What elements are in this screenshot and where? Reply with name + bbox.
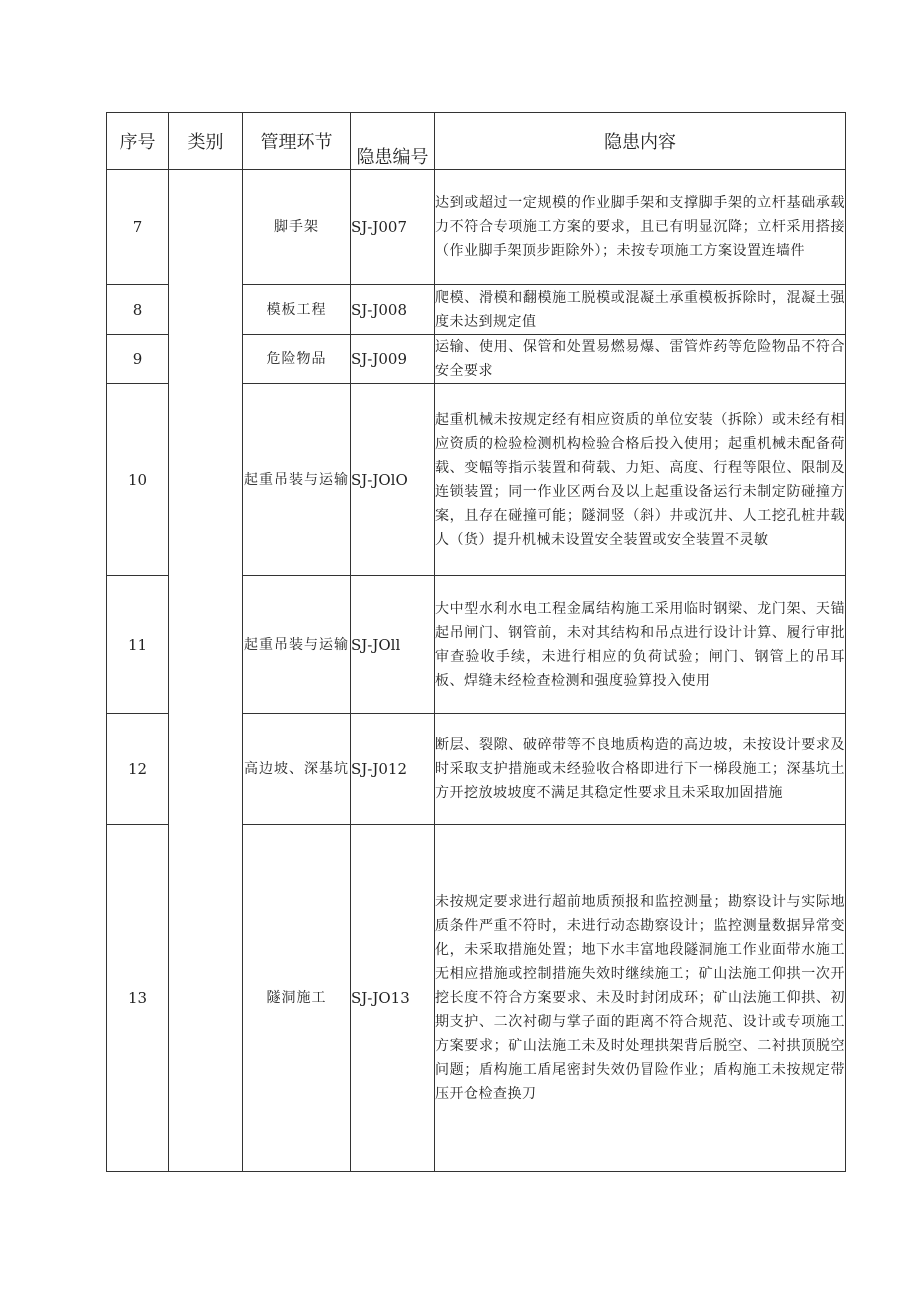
row-seq: 11 bbox=[107, 576, 169, 714]
header-category: 类别 bbox=[169, 113, 243, 170]
row-seq: 7 bbox=[107, 170, 169, 285]
row-code: SJ-J007 bbox=[351, 170, 435, 285]
row-link: 脚手架 bbox=[243, 170, 351, 285]
row-link: 高边坡、深基坑 bbox=[243, 714, 351, 825]
header-content: 隐患内容 bbox=[435, 113, 846, 170]
row-content: 大中型水利水电工程金属结构施工采用临时钢梁、龙门架、天锚起吊闸门、钢管前，未对其结构和吊点进行设计计算、履行审批审查验收手续，未进行相应的负荷试验；闸门、钢管上的吊耳板、焊缝未经检查检测和强度验算投入使用 bbox=[435, 576, 846, 714]
category-cell bbox=[169, 170, 243, 1172]
row-content: 起重机械未按规定经有相应资质的单位安装（拆除）或未经有相应资质的检验检测机构检验合格后投入使用；起重机械未配备荷载、变幅等指示装置和荷载、力矩、高度、行程等限位、限制及连锁装置；同一作业区两台及以上起重设备运行未制定防碰撞方案，且存在碰撞可能；隧洞竖（斜）井或沉井、人工挖孔桩井载人（货）提升机械未设置安全装置或安全装置不灵敏 bbox=[435, 384, 846, 576]
header-code: 隐患编号 bbox=[351, 113, 435, 170]
header-row bbox=[107, 113, 846, 170]
row-link: 起重吊装与运输 bbox=[243, 384, 351, 576]
hazard-table bbox=[106, 112, 846, 1172]
row-link: 起重吊装与运输 bbox=[243, 576, 351, 714]
row-content: 爬模、滑模和翻模施工脱模或混凝土承重模板拆除时，混凝土强度未达到规定值 bbox=[435, 285, 846, 335]
row-content: 断层、裂隙、破碎带等不良地质构造的高边坡，未按设计要求及时采取支护措施或未经验收合格即进行下一梯段施工；深基坑土方开挖放坡坡度不满足其稳定性要求且未采取加固措施 bbox=[435, 714, 846, 825]
row-content: 运输、使用、保管和处置易燃易爆、雷管炸药等危险物品不符合安全要求 bbox=[435, 335, 846, 384]
row-code: SJ-JOll bbox=[351, 576, 435, 714]
row-seq: 8 bbox=[107, 285, 169, 335]
header-link: 管理环节 bbox=[243, 113, 351, 170]
row-link: 隧洞施工 bbox=[243, 825, 351, 1172]
row-code: SJ-J012 bbox=[351, 714, 435, 825]
row-seq: 10 bbox=[107, 384, 169, 576]
row-code: SJ-JO13 bbox=[351, 825, 435, 1172]
row-content: 达到或超过一定规模的作业脚手架和支撑脚手架的立杆基础承载力不符合专项施工方案的要求，且已有明显沉降；立杆采用搭接（作业脚手架顶步距除外）；未按专项施工方案设置连墙件 bbox=[435, 170, 846, 285]
row-link: 危险物品 bbox=[243, 335, 351, 384]
row-code: SJ-J008 bbox=[351, 285, 435, 335]
row-code: SJ-JOlO bbox=[351, 384, 435, 576]
row-seq: 12 bbox=[107, 714, 169, 825]
row-seq: 9 bbox=[107, 335, 169, 384]
table-row bbox=[107, 170, 846, 285]
row-content: 未按规定要求进行超前地质预报和监控测量；勘察设计与实际地质条件严重不符时，未进行动态勘察设计；监控测量数据异常变化，未采取措施处置；地下水丰富地段隧洞施工作业面带水施工无相应措施或控制措施失效时继续施工；矿山法施工仰拱一次开挖长度不符合方案要求、未及时封闭成环；矿山法施工仰拱、初期支护、二次衬砌与掌子面的距离不符合规范、设计或专项施工方案要求；矿山法施工未及时处理拱架背后脱空、二衬拱顶脱空问题；盾构施工盾尾密封失效仍冒险作业；盾构施工未按规定带压开仓检查换刀 bbox=[435, 825, 846, 1172]
row-code: SJ-J009 bbox=[351, 335, 435, 384]
row-link: 模板工程 bbox=[243, 285, 351, 335]
row-seq: 13 bbox=[107, 825, 169, 1172]
header-seq: 序号 bbox=[107, 113, 169, 170]
